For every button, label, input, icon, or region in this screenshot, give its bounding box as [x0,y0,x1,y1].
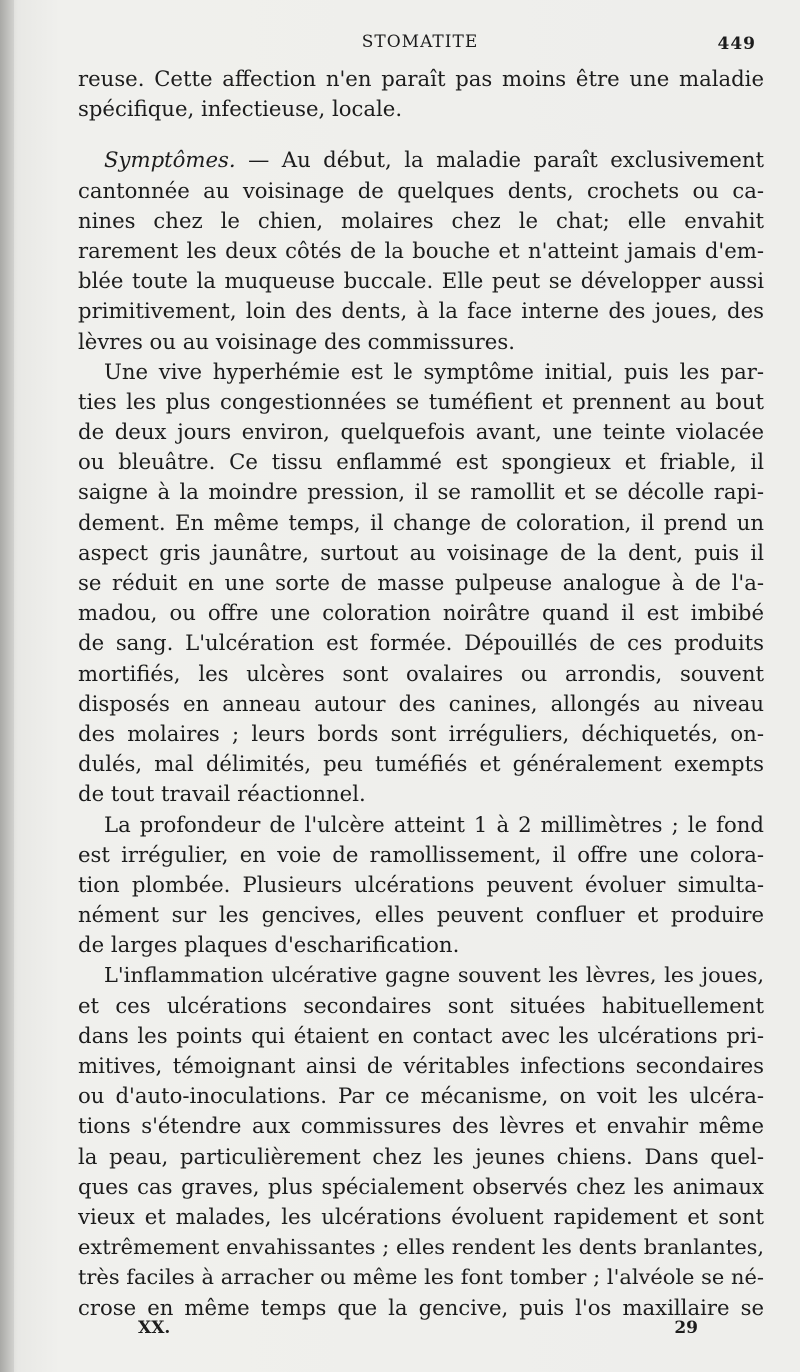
text-line: crose en même temps que la gencive, puis l'os maxillaire se [78,1294,764,1320]
text-line: de deux jours environ, quelquefois avant, une teinte violacée [78,419,764,445]
text-line: mortifiés, les ulcères sont ovalaires ou arrondis, souvent [78,660,764,686]
sheet-number: 29 [674,1318,698,1338]
text-line: primitivement, loin des dents, à la face interne des joues, des [78,298,764,324]
body-text [78,64,764,1323]
text-line: de larges plaques d'escharification. [78,932,460,958]
text-line: de tout travail réactionnel. [78,781,366,807]
page-gutter-shadow [0,0,14,1372]
text-line: aspect gris jaunâtre, surtout au voisinage de la dent, puis il [78,539,764,565]
text-line: rarement les deux côtés de la bouche et n'atteint jamais d'em- [78,237,764,263]
text-line: blée toute la muqueuse buccale. Elle peut se développer aussi [78,268,764,294]
text-line: ou bleuâtre. Ce tissu enflammé est spongieux et friable, il [78,449,764,475]
paragraph-start-line: Une vive hyperhémie est le symptôme initial, puis les par- [104,358,764,384]
text-line: saigne à la moindre pression, il se ramollit et se décolle rapi- [78,479,764,505]
text-line: est irrégulier, en voie de ramollissement, il offre une colora- [78,841,764,867]
page-number: 449 [717,34,756,54]
running-head [80,30,760,60]
page-footer [138,1318,698,1344]
section-lead-line [78,145,764,175]
text-line: lèvres ou au voisinage des commissures. [78,328,515,354]
text-line: vieux et malades, les ulcérations évoluent rapidement et sont [78,1203,764,1229]
text-line: et ces ulcérations secondaires sont situées habituellement [78,992,764,1018]
text-line: extrêmement envahissantes ; elles rendent les dents branlantes, [78,1235,764,1260]
text-line: spécifique, infectieuse, locale. [78,96,403,122]
text-line: ques cas graves, plus spécialement observés chez les animaux [78,1173,764,1199]
text-line: tion plombée. Plusieurs ulcérations peuvent évoluer simulta- [78,871,764,897]
text-line: disposés en anneau autour des canines, allongés au niveau [78,690,764,716]
text-line: nines chez le chien, molaires chez le chat; elle envahit [78,207,764,233]
text-line: tions s'étendre aux commissures des lèvres et envahir même [78,1113,764,1139]
paragraph-start-line: La profondeur de l'ulcère atteint 1 à 2 millimètres ; le fond [104,811,764,837]
text-line: reuse. Cette affection n'en paraît pas moins être une maladie [78,66,764,91]
text-line: dement. En même temps, il change de coloration, il prend un [78,509,764,535]
text-line: très faciles à arracher ou même les font tomber ; l'alvéole se né- [78,1265,764,1290]
text-line: dulés, mal délimités, peu tuméfiés et généralement exempts [78,751,764,777]
section-label-symptomes: Symptômes. [104,147,236,173]
text-line: la peau, particulièrement chez les jeunes chiens. Dans quel- [78,1143,764,1169]
signature-mark: XX. [138,1318,171,1338]
text-line: cantonnée au voisinage de quelques dents, crochets ou ca- [78,177,764,203]
text-line: nément sur les gencives, elles peuvent confluer et produire [78,902,764,928]
text-line: mitives, témoignant ainsi de véritables infections secondaires [78,1053,764,1078]
running-title: STOMATITE [361,32,479,52]
text-line: ties les plus congestionnées se tuméfient et prennent au bout [78,388,764,414]
text-line: madou, ou offre une coloration noirâtre quand il est imbibé [78,600,764,626]
paragraph-start-line: L'inflammation ulcérative gagne souvent les lèvres, les joues, [104,963,764,988]
text-line: se réduit en une sorte de masse pulpeuse analogue à de l'a- [78,570,764,595]
text-line: de sang. L'ulcération est formée. Dépouillés de ces produits [78,630,764,656]
text-line: des molaires ; leurs bords sont irréguliers, déchiquetés, on- [78,720,764,746]
text-line: dans les points qui étaient en contact avec les ulcérations pri- [78,1022,764,1048]
text-line: ou d'auto-inoculations. Par ce mécanisme, on voit les ulcéra- [78,1083,764,1109]
section-lead-text: — Au début, la maladie paraît exclusivement [235,147,764,173]
